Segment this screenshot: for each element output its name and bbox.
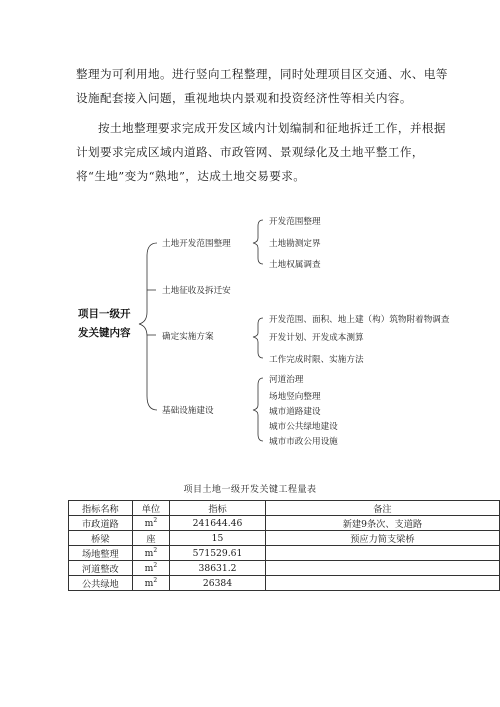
root-line-1: 项目一级开 (78, 308, 131, 320)
unit-text: m (144, 548, 154, 560)
unit-superscript: 2 (153, 576, 158, 584)
table-cell: 241644.46 (170, 516, 266, 531)
table-cell (265, 561, 499, 576)
table-cell (132, 546, 170, 561)
b3-item-3: 工作完成时限、实施方法 (269, 355, 364, 365)
unit-text: m (144, 563, 154, 575)
table-caption: 项目土地一级开发关键工程量表 (183, 485, 317, 495)
diagram-root (78, 305, 131, 343)
table-cell: 公共绿地 (69, 576, 133, 591)
b4-item-3: 城市道路建设 (269, 407, 321, 417)
b4-item-5: 城市市政公用设施 (269, 437, 338, 447)
header-cell: 指标名称 (69, 501, 133, 516)
table-cell (265, 546, 499, 561)
b3-item-2: 开发计划、开发成本测算 (269, 333, 364, 343)
header-cell: 备注 (265, 501, 499, 516)
root-brace (139, 243, 157, 410)
header-cell: 单位 (132, 501, 170, 516)
unit-superscript: 2 (153, 561, 158, 569)
table-cell (132, 561, 170, 576)
b4-item-4: 城市公共绿地建设 (269, 422, 338, 432)
header-cell: 指标 (170, 501, 266, 516)
b4-item-1: 河道治理 (269, 375, 304, 385)
branch-1-brace (253, 220, 263, 264)
branch-4-brace (253, 378, 263, 441)
table-cell: 15 (170, 531, 266, 546)
table-cell (132, 516, 170, 531)
unit-text: m (144, 578, 154, 590)
table-cell: 座 (132, 531, 170, 546)
table-cell: 26384 (170, 576, 266, 591)
branch-4-label: 基础设施建设 (162, 406, 214, 416)
branch-3-brace (253, 318, 263, 358)
b4-item-2: 场地竖向整理 (269, 392, 321, 402)
table-cell (132, 576, 170, 591)
table-row (69, 516, 500, 531)
branch-1-label: 土地开发范围整理 (162, 239, 231, 249)
unit-superscript: 2 (153, 516, 158, 524)
table-cell: 河道整改 (69, 561, 133, 576)
root-line-2: 发关键内容 (78, 327, 131, 339)
paragraph-1: 整理为可利用地。进行竖向工程整理，同时处理项目区交通、水、电等设施配套接入问题，重视地块内景观和投资经济性等相关内容。 (76, 67, 448, 105)
table-row (69, 546, 500, 561)
branch-2-label: 土地征收及拆迁安 (162, 286, 231, 296)
table-header-row (69, 501, 500, 516)
table-cell: 桥梁 (69, 531, 133, 546)
table-cell: 新建9条次、支道路 (265, 516, 499, 531)
table-cell: 场地整理 (69, 546, 133, 561)
table-row (69, 576, 500, 591)
unit-text: m (144, 518, 154, 530)
b1-item-1: 开发范围整理 (269, 217, 321, 227)
quantity-table (68, 500, 500, 591)
table-cell: 38631.2 (170, 561, 266, 576)
table-row (69, 561, 500, 576)
paragraph-2: 按土地整理要求完成开发区域内计划编制和征地拆迁工作，并根据计划要求完成区域内道路、市政管网、景观绿化及土地平整工作，将“生地”变为“熟地”，达成土地交易要求。 (76, 121, 446, 183)
table-cell (265, 576, 499, 591)
unit-superscript: 2 (153, 546, 158, 554)
table-cell: 预应力简支梁桥 (265, 531, 499, 546)
table-row (69, 531, 500, 546)
b1-item-3: 土地权属调查 (269, 260, 321, 270)
table-cell: 571529.61 (170, 546, 266, 561)
branch-3-label: 确定实施方案 (162, 332, 214, 342)
table-cell: 市政道路 (69, 516, 133, 531)
b1-item-2: 土地勘测定界 (269, 239, 321, 249)
b3-item-1: 开发范围、面积、地上建（构）筑物附着物调查 (269, 315, 450, 325)
